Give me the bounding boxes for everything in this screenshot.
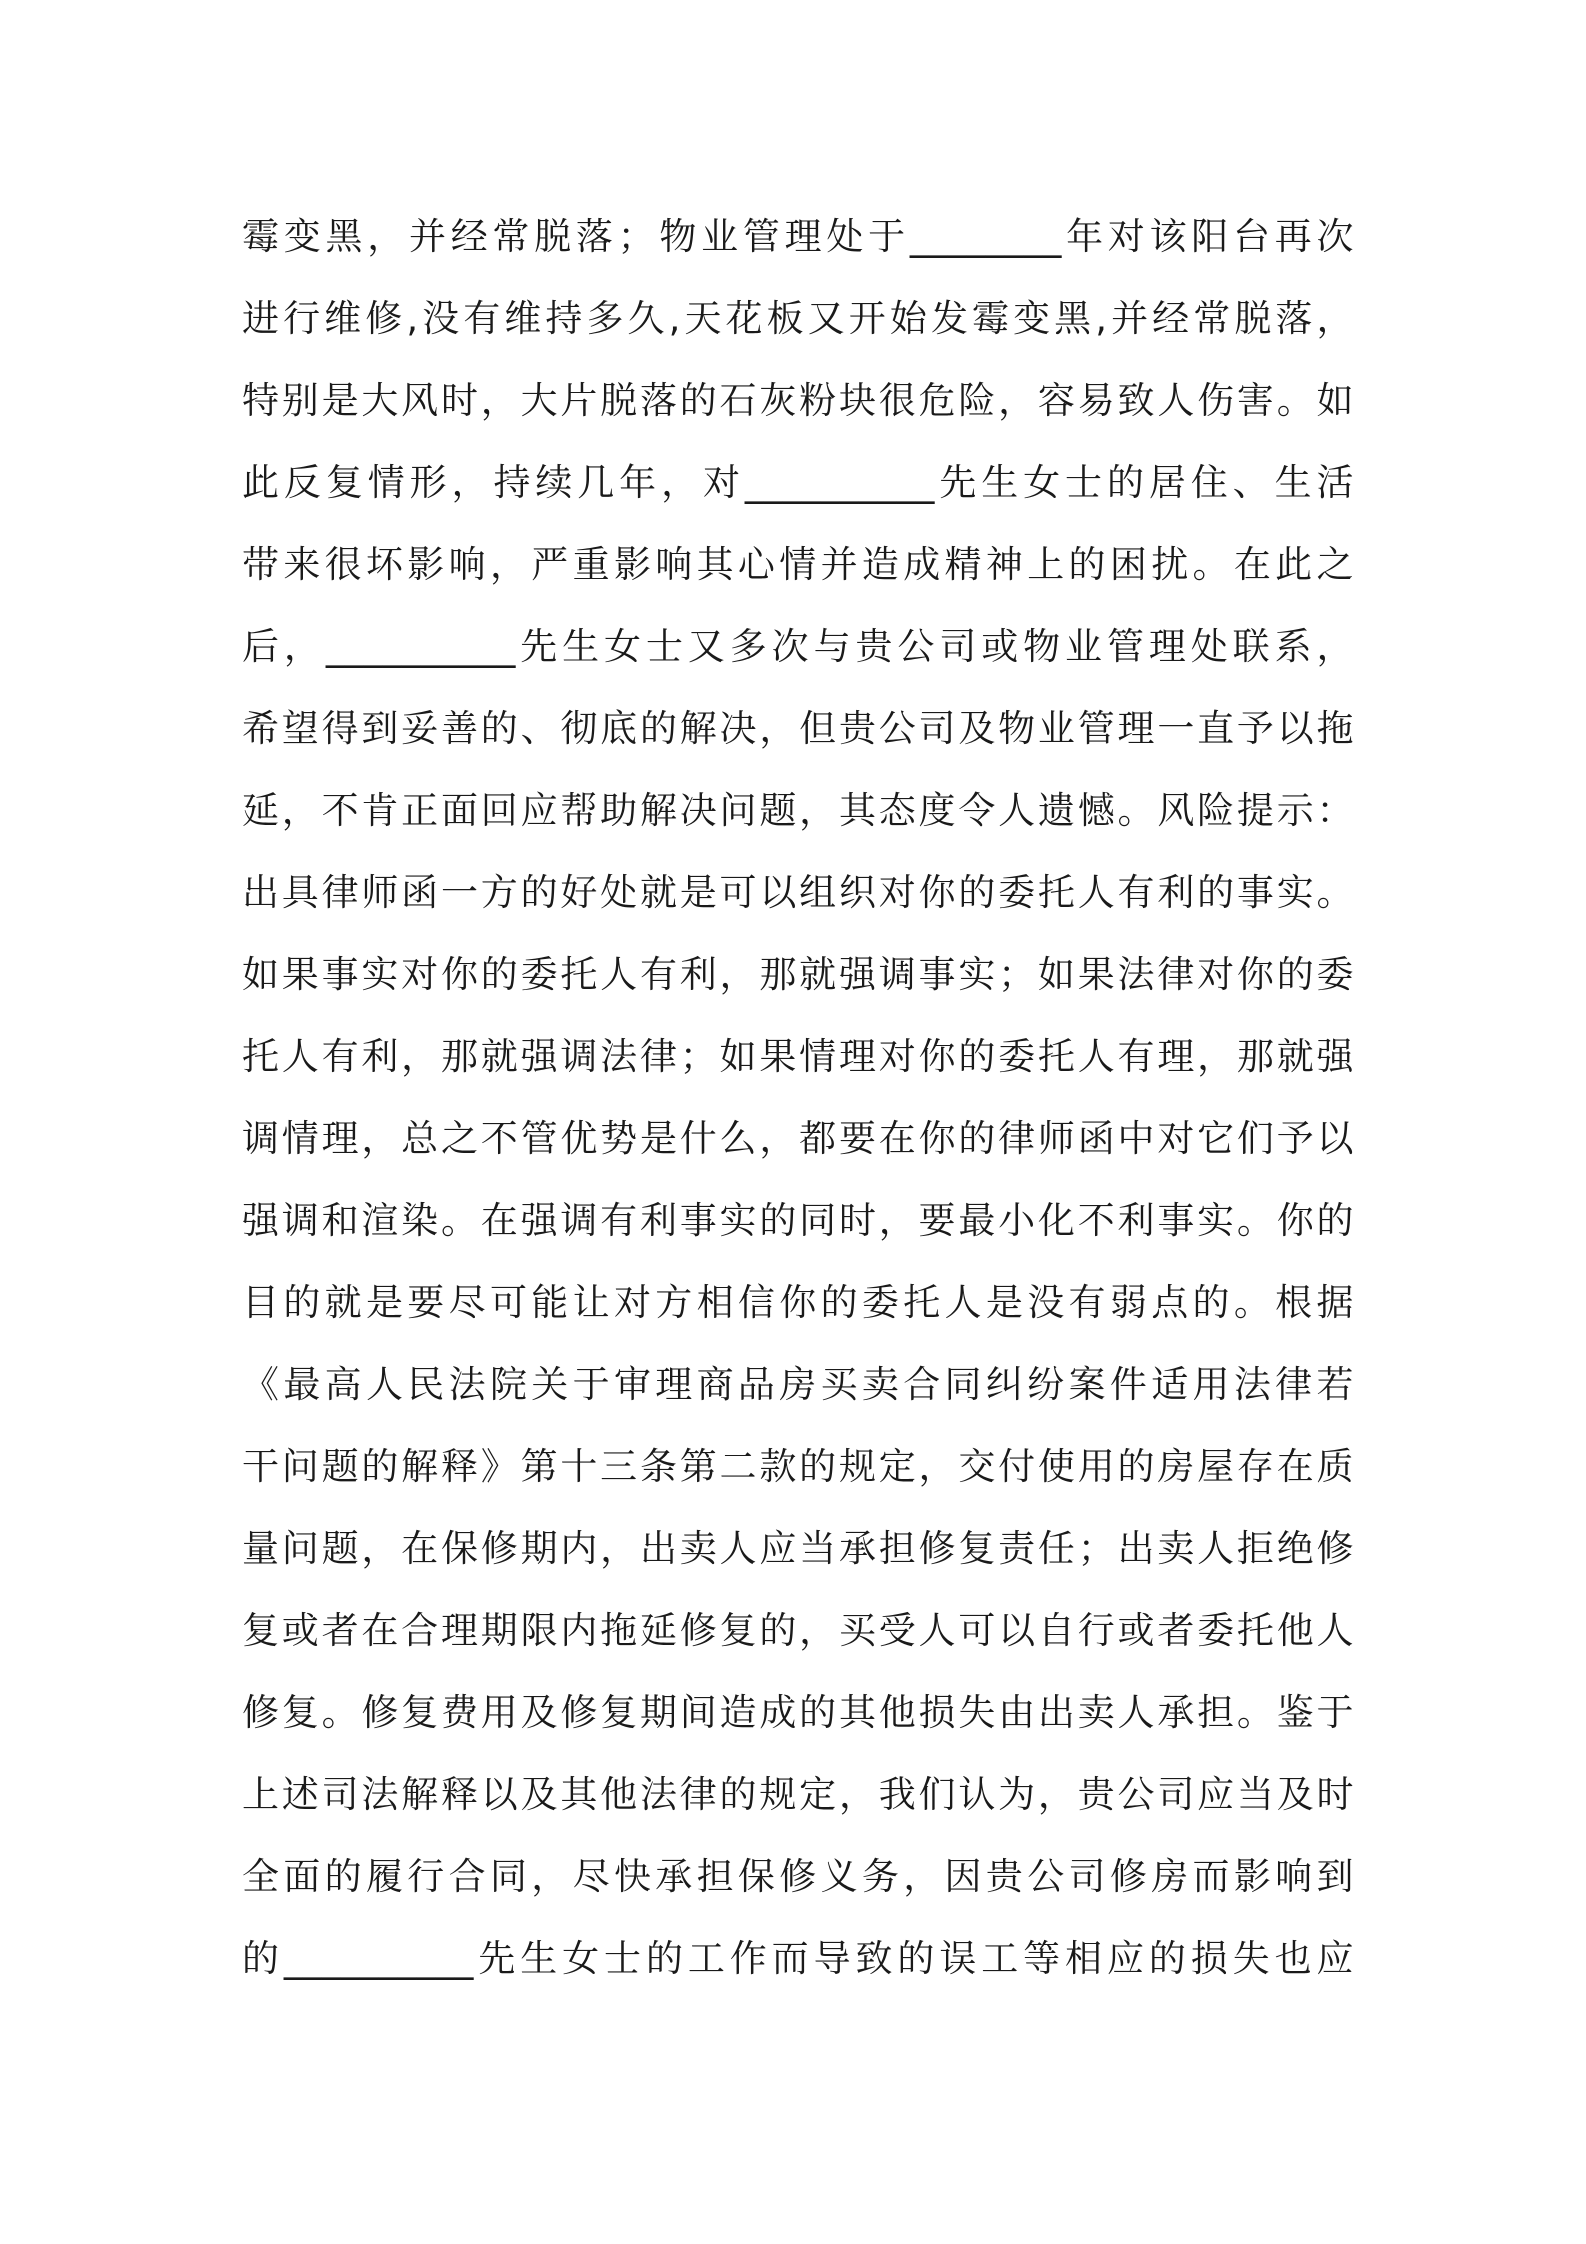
text-line: 带来很坏影响，严重影响其心情并造成精神上的困扰。在此之: [242, 543, 1354, 586]
text-line: 全面的履行合同，尽快承担保修义务，因贵公司修房而影响到: [242, 1855, 1354, 1898]
text-line: 希望得到妥善的、彻底的解决，但贵公司及物业管理一直予以拖: [242, 707, 1354, 750]
text-line: 《最高人民法院关于审理商品房买卖合同纠纷案件适用法律若: [242, 1363, 1354, 1406]
text-line: 强调和渲染。在强调有利事实的同时，要最小化不利事实。你的: [242, 1199, 1354, 1242]
text-line: 进行维修,没有维持多久,天花板又开始发霉变黑,并经常脱落，: [242, 297, 1354, 340]
text-line: 修复。修复费用及修复期间造成的其他损失由出卖人承担。鉴于: [242, 1691, 1354, 1734]
text-line: 的__________先生女士的工作而导致的误工等相应的损失也应: [242, 1937, 1354, 1980]
text-line: 出具律师函一方的好处就是可以组织对你的委托人有利的事实。: [242, 871, 1354, 914]
text-line: 如果事实对你的委托人有利，那就强调事实；如果法律对你的委: [242, 953, 1354, 996]
text-line: 后，__________先生女士又多次与贵公司或物业管理处联系，: [242, 625, 1354, 668]
text-line: 托人有利，那就强调法律；如果情理对你的委托人有理，那就强: [242, 1035, 1354, 1078]
text-line: 目的就是要尽可能让对方相信你的委托人是没有弱点的。根据: [242, 1281, 1354, 1324]
text-line: 此反复情形，持续几年，对__________先生女士的居住、生活: [242, 461, 1354, 504]
text-line: 霉变黑，并经常脱落；物业管理处于________年对该阳台再次: [242, 215, 1354, 258]
text-line: 调情理，总之不管优势是什么，都要在你的律师函中对它们予以: [242, 1117, 1354, 1160]
text-line: 干问题的解释》第十三条第二款的规定，交付使用的房屋存在质: [242, 1445, 1354, 1488]
text-line: 上述司法解释以及其他法律的规定，我们认为，贵公司应当及时: [242, 1773, 1354, 1816]
body-paragraph: [242, 196, 1354, 2000]
text-line: 特别是大风时，大片脱落的石灰粉块很危险，容易致人伤害。如: [242, 379, 1354, 422]
text-line: 量问题，在保修期内，出卖人应当承担修复责任；出卖人拒绝修: [242, 1527, 1354, 1570]
text-line: 复或者在合理期限内拖延修复的，买受人可以自行或者委托他人: [242, 1609, 1354, 1652]
text-line: 延，不肯正面回应帮助解决问题，其态度令人遗憾。风险提示：: [242, 789, 1354, 832]
